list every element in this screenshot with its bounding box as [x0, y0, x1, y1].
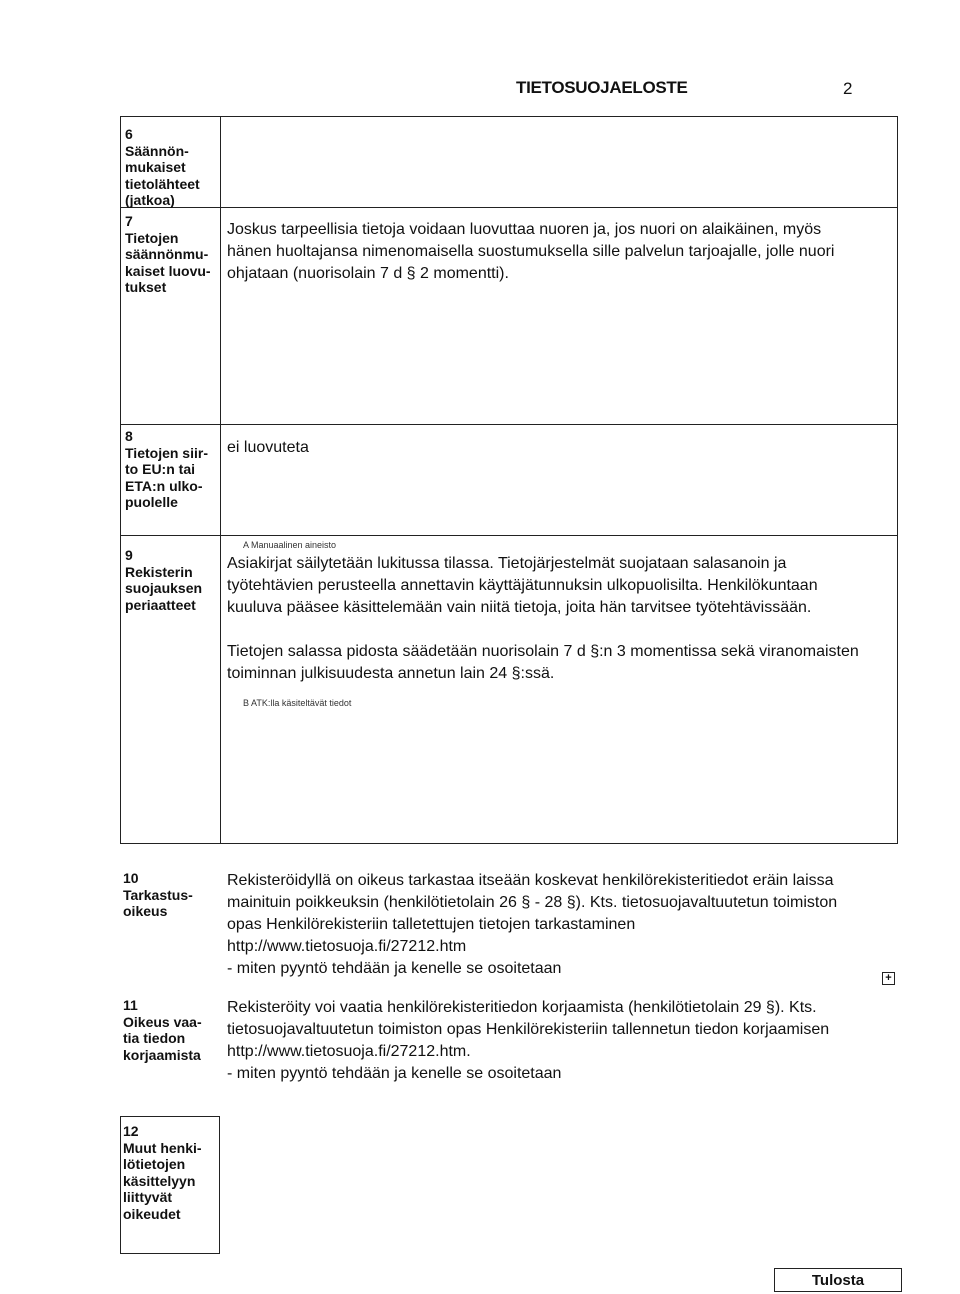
- section-6-label: 6 Säännön- mukaiset tietolähteet (jatkoa): [125, 126, 200, 208]
- section-10-text: Rekisteröidyllä on oikeus tarkastaa itseään koskevat henkilörekisteritiedot eräin laissa mainituin poikkeuksin (henkilötietolain 26 § - 28 §). Kts. tietosuojavaltuutetun toimiston opas Henkilörekisteriin talletettujen tietojen tarkastaminen http://www.tietosuoja.fi/27212.htm - miten pyyntö tehdään ja kenelle se osoitetaan: [227, 872, 838, 977]
- section-9-subheading-b: B ATK:lla käsiteltävät tiedot: [243, 698, 352, 708]
- row-divider-8-9: [120, 535, 898, 536]
- section-10-label: 10 Tarkastus- oikeus: [123, 870, 193, 919]
- document-title: TIETOSUOJAELOSTE: [516, 78, 688, 97]
- row-divider-6-7: [120, 207, 898, 208]
- section-7-text: Joskus tarpeellisia tietoja voidaan luovuttaa nuoren ja, jos nuori on alaikäinen, myös hänen huoltajansa nimenomaisella suostumuksella sille palvelun tarjoajalle, jolle nuori ohjataan (nuorisolain 7 d § 2 momentti).: [227, 221, 835, 282]
- section-8-text: ei luovuteta: [227, 439, 309, 456]
- section-11-text: Rekisteröity voi vaatia henkilörekisteritiedon korjaamista (henkilötietolain 29 §). Kts. tietosuojavaltuutetun toimiston opas Henkilörekisteriin tallennetun tiedon korjaamisen http://www.tietosuoja.fi/27212.htm. - miten pyyntö tehdään ja kenelle se osoitetaan: [227, 999, 830, 1082]
- section-11-label: 11 Oikeus vaa- tia tiedon korjaamista: [123, 997, 202, 1063]
- section-7-label: 7 Tietojen säännönmu- kaiset luovu- tukset: [125, 213, 211, 295]
- row-divider-7-8: [120, 424, 898, 425]
- section-9-label: 9 Rekisterin suojauksen periaatteet: [125, 547, 203, 613]
- section-12-label: 12 Muut henki- lötietojen käsittelyyn liittyvät oikeudet: [123, 1123, 202, 1222]
- section-9-subheading-a: A Manuaalinen aineisto: [243, 540, 337, 550]
- expand-icon[interactable]: +: [882, 972, 895, 985]
- section-9-text-b: Tietojen salassa pidosta säädetään nuorisolain 7 d §:n 3 momentissa sekä viranomaisten toiminnan julkisuudesta annetun lain 24 §:ssä.: [227, 643, 859, 682]
- section-8-label: 8 Tietojen siir- to EU:n tai ETA:n ulko- puolelle: [125, 428, 208, 510]
- section-9-text-a: Asiakirjat säilytetään lukitussa tilassa. Tietojärjestelmät suojataan salasanoin ja työtehtävien perusteella annettavin käyttäjätunnuksin ulkopuolisilta. Henkilökuntaan kuuluva pääsee käsittelemään vain niitä tietoja, joita hän tarvitsee työtehtävissään.: [227, 555, 818, 616]
- print-button[interactable]: Tulosta: [774, 1268, 902, 1292]
- page-number: 2: [843, 79, 853, 98]
- upper-table-divider: [220, 116, 221, 844]
